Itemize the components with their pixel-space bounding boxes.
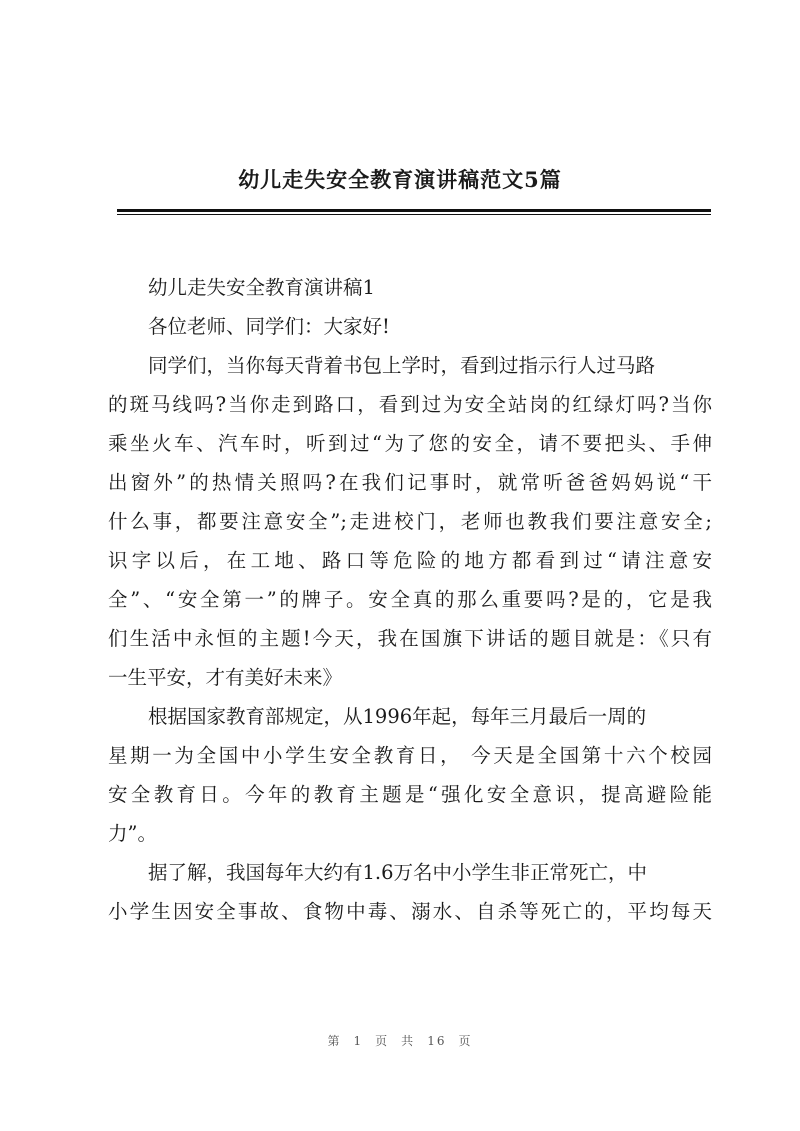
- page-number: 1: [353, 1034, 364, 1048]
- page-label: 第: [327, 1034, 342, 1048]
- paragraph-line: 乘坐火车、汽车时，听到过“为了您的安全，请不要把头、手伸: [108, 432, 712, 455]
- paragraph-line: 小学生因安全事故、食物中毒、溺水、自杀等死亡的，平均每天: [108, 900, 712, 923]
- paragraph-line: 识字以后，在工地、路口等危险的地方都看到过“请注意安: [108, 549, 712, 572]
- page-unit: 页: [375, 1034, 390, 1048]
- paragraph-line: 同学们，当你每天背着书包上学时，看到过指示行人过马路: [148, 354, 656, 377]
- total-pages: 16: [427, 1034, 447, 1048]
- document-title: 幼儿走失安全教育演讲稿范文5篇: [238, 167, 562, 192]
- paragraph-line: 星期一为全国中小学生安全教育日， 今天是全国第十六个校园: [108, 744, 712, 767]
- title-rule-thin: [117, 214, 711, 215]
- greeting: 各位老师、同学们：大家好!: [148, 315, 390, 338]
- title-rule-thick: [117, 209, 711, 212]
- total-label: 共: [401, 1034, 416, 1048]
- page-footer: [0, 1032, 800, 1049]
- paragraph-line: 们生活中永恒的主题!今天，我在国旗下讲话的题目就是：《只有: [108, 627, 712, 650]
- paragraph-line: 安全教育日。今年的教育主题是“强化安全意识，提高避险能: [108, 783, 712, 806]
- document-body: [108, 268, 712, 931]
- total-unit: 页: [458, 1034, 473, 1048]
- paragraph-line: 根据国家教育部规定，从1996年起，每年三月最后一周的: [148, 705, 647, 728]
- section-heading: 幼儿走失安全教育演讲稿1: [148, 276, 375, 299]
- paragraph-line: 据了解，我国每年大约有1.6万名中小学生非正常死亡，中: [148, 861, 648, 884]
- paragraph-line: 一生平安，才有美好未来》: [108, 666, 343, 689]
- paragraph-line: 力”。: [108, 822, 157, 845]
- paragraph-line: 的斑马线吗?当你走到路口，看到过为安全站岗的红绿灯吗?当你: [108, 393, 712, 416]
- paragraph-line: 什么事，都要注意安全”;走进校门，老师也教我们要注意安全;: [108, 510, 712, 533]
- paragraph-line: 全”、“安全第一”的牌子。安全真的那么重要吗?是的，它是我: [108, 588, 712, 611]
- paragraph-line: 出窗外”的热情关照吗?在我们记事时，就常听爸爸妈妈说“干: [108, 471, 712, 494]
